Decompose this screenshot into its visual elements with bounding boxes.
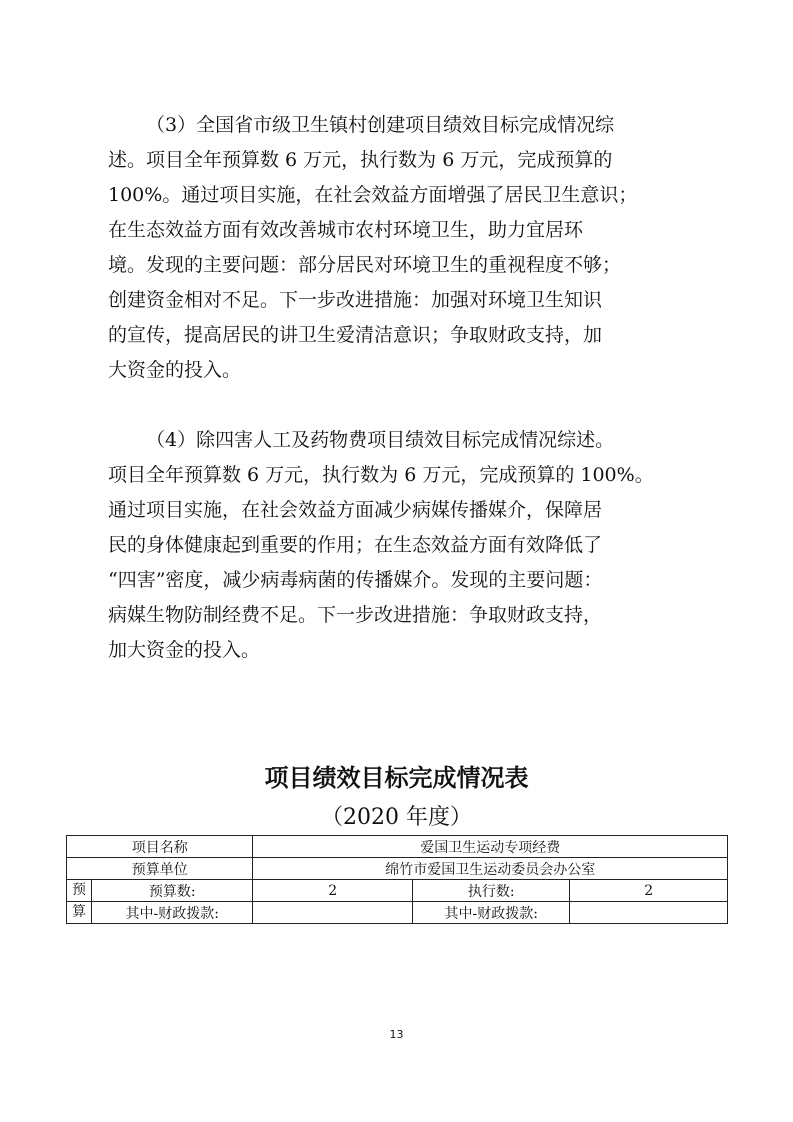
paragraph-4-line: 病媒生物防制经费不足。下一步改进措施：争取财政支持，	[108, 604, 603, 626]
fiscal-allocation-value-executed	[570, 902, 728, 924]
table-row	[67, 880, 728, 902]
budget-unit-label: 预算单位	[67, 858, 253, 880]
paragraph-3-line: 境。发现的主要问题：部分居民对环境卫生的重视程度不够；	[108, 254, 622, 276]
paragraph-3-line: 在生态效益方面有效改善城市农村环境卫生，助力宜居环	[108, 219, 584, 241]
project-name-label: 项目名称	[67, 836, 253, 858]
paragraph-4-line: 民的身体健康起到重要的作用；在生态效益方面有效降低了	[108, 534, 603, 556]
paragraph-3	[108, 108, 686, 388]
page-number: 13	[389, 1028, 404, 1041]
paragraph-4-line: 加大资金的投入。	[108, 639, 261, 661]
paragraph-4-line: “四害”密度，减少病毒病菌的传播媒介。发现的主要问题：	[108, 569, 603, 591]
executed-amount-label: 执行数:	[412, 880, 570, 902]
paragraph-4-line: （4）除四害人工及药物费项目绩效目标完成情况综述。	[146, 429, 615, 451]
table-subtitle: （2020 年度）	[321, 805, 472, 830]
fiscal-allocation-label-executed: 其中-财政拨款:	[412, 902, 570, 924]
budget-group-label-bottom: 算	[67, 902, 92, 924]
project-name-value: 爱国卫生运动专项经费	[253, 836, 728, 858]
paragraph-3-line: （3）全国省市级卫生镇村创建项目绩效目标完成情况综	[146, 114, 615, 136]
table-title: 项目绩效目标完成情况表	[264, 764, 529, 792]
paragraph-3-line: 大资金的投入。	[108, 359, 242, 381]
table-row	[67, 858, 728, 880]
paragraph-4	[108, 423, 686, 668]
paragraph-3-line: 100%。通过项目实施，在社会效益方面增强了居民卫生意识；	[108, 184, 638, 206]
budget-amount-label: 预算数:	[91, 880, 253, 902]
budget-amount-value: 2	[253, 880, 412, 902]
budget-unit-value: 绵竹市爱国卫生运动委员会办公室	[253, 858, 728, 880]
fiscal-allocation-label: 其中-财政拨款:	[91, 902, 253, 924]
paragraph-3-line: 的宣传，提高居民的讲卫生爱清洁意识；争取财政支持，加	[108, 324, 603, 346]
executed-amount-value: 2	[570, 880, 728, 902]
performance-table	[66, 835, 728, 924]
table-row	[67, 836, 728, 858]
paragraph-3-line: 创建资金相对不足。下一步改进措施：加强对环境卫生知识	[108, 289, 603, 311]
paragraph-4-line: 通过项目实施，在社会效益方面减少病媒传播媒介，保障居	[108, 499, 603, 521]
paragraph-4-line: 项目全年预算数 6 万元，执行数为 6 万元，完成预算的 100%。	[108, 464, 654, 486]
budget-group-label-top: 预	[67, 880, 92, 902]
fiscal-allocation-value	[253, 902, 412, 924]
paragraph-3-line: 述。项目全年预算数 6 万元，执行数为 6 万元，完成预算的	[108, 149, 613, 171]
table-row	[67, 902, 728, 924]
